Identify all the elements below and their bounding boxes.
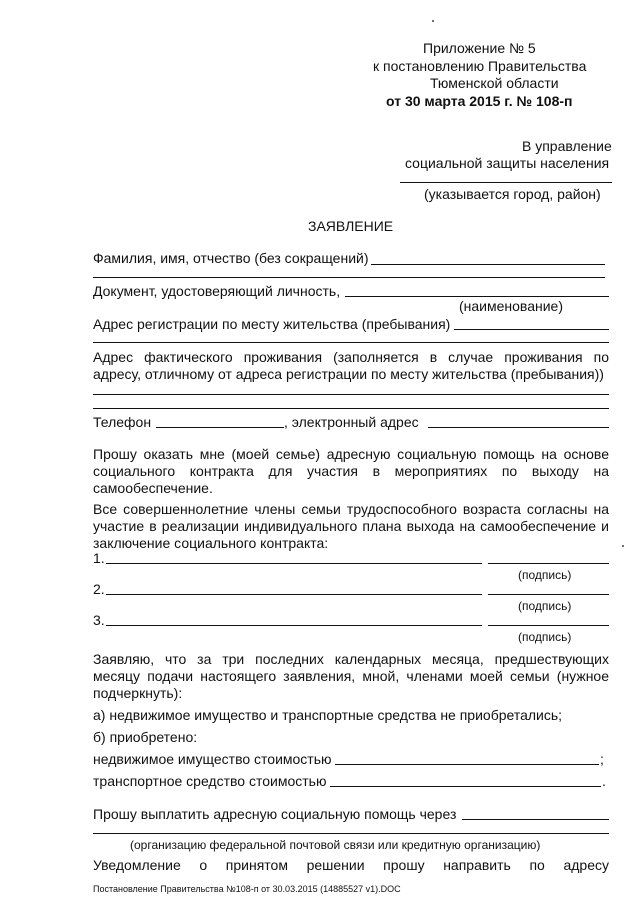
vehicle-end: . [602,773,606,789]
payment-label: Прошу выплатить адресную социальную помощь через [93,806,457,822]
footer-doc-ref: Постановление Правительства №108-п от 30.03.2015 (14885527 v1).DOC [93,884,401,894]
email-input-line[interactable] [428,427,609,428]
option-b: б) приобретено: [93,729,198,745]
appendix-resolution: к постановлению Правительства [373,58,587,74]
recipient-city-line[interactable] [400,182,612,183]
member-2-name-line[interactable] [106,594,482,595]
fio-input-line-2[interactable] [93,277,605,278]
request-line-1: Прошу оказать мне (моей семье) адресную социальную помощь на основе [93,446,609,462]
declaration-line-2: месяцу подачи настоящего заявления, мной, членами моей семьи (нужное [93,668,609,684]
reg-address-label: Адрес регистрации по месту жительства (пребывания) [93,316,451,332]
vehicle-input-line[interactable] [330,786,601,787]
document-title: ЗАЯВЛЕНИЕ [308,218,394,234]
fact-address-input-line[interactable] [93,394,609,395]
request-line-3: самообеспечение. [93,480,213,496]
scan-speck [622,545,624,547]
phone-input-line[interactable] [156,427,284,428]
recipient-hint: (указывается город, район) [424,186,601,202]
declaration-line-3: подчеркнуть): [93,685,183,701]
member-1-sign-hint: (подпись) [518,568,572,582]
reg-address-input-line-2[interactable] [93,342,609,343]
payment-input-line-2[interactable] [93,833,609,834]
member-2-number: 2. [93,581,105,597]
consent-line-2: участие в реализации индивидуального плана выхода на самообеспечение и [93,518,609,534]
reg-address-input-line[interactable] [454,329,609,330]
member-3-name-line[interactable] [106,625,482,626]
fact-address-line-2: адресу, отличному от адреса регистрации по месту жительства (пребывания)) [93,366,604,382]
realty-end: ; [600,751,604,767]
declaration-line-1: Заявляю, что за три последних календарных месяца, предшествующих [93,651,609,667]
vehicle-label: транспортное средство стоимостью [93,773,327,789]
appendix-region: Тюменской области [430,75,559,91]
option-a: а) недвижимое имущество и транспортные средства не приобретались; [93,707,563,723]
fact-address-input-line-2[interactable] [93,408,609,409]
member-1-name-line[interactable] [106,563,482,564]
email-label: , электронный адрес [284,414,419,430]
appendix-number: Приложение № 5 [423,40,536,56]
member-3-number: 3. [93,612,105,628]
appendix-date: от 30 марта 2015 г. № 108-п [386,93,573,109]
recipient-line-2: социальной защиты населения [405,155,610,171]
fio-label: Фамилия, имя, отчество (без сокращений) [93,250,369,266]
document-label: Документ, удостоверяющий личность, [93,283,341,299]
member-3-sign-hint: (подпись) [518,630,572,644]
member-2-sign-line[interactable] [488,594,609,595]
realty-label: недвижимое имущество стоимостью [93,751,332,767]
scan-speck [432,20,434,22]
member-3-sign-line[interactable] [488,625,609,626]
notice-line: Уведомление о принятом решении прошу направить по адресу [93,857,609,873]
member-2-sign-hint: (подпись) [518,599,572,613]
phone-label: Телефон [93,414,152,430]
payment-input-line[interactable] [462,819,609,820]
request-line-2: социального контракта для участия в мероприятиях по выходу на [93,463,609,479]
fact-address-line-1: Адрес фактического проживания (заполняется в случае проживания по [93,349,609,365]
consent-line-3: заключение социального контракта: [93,535,329,551]
document-input-line[interactable] [345,296,609,297]
fio-input-line[interactable] [371,264,605,265]
payment-hint: (организацию федеральной почтовой связи или кредитную организацию) [130,838,541,852]
document-hint: (наименование) [459,298,563,314]
consent-line-1: Все совершеннолетние члены семьи трудоспособного возраста согласны на [93,501,609,517]
member-1-number: 1. [93,550,105,566]
recipient-line-1: В управление [522,138,612,154]
realty-input-line[interactable] [335,764,599,765]
member-1-sign-line[interactable] [488,563,609,564]
